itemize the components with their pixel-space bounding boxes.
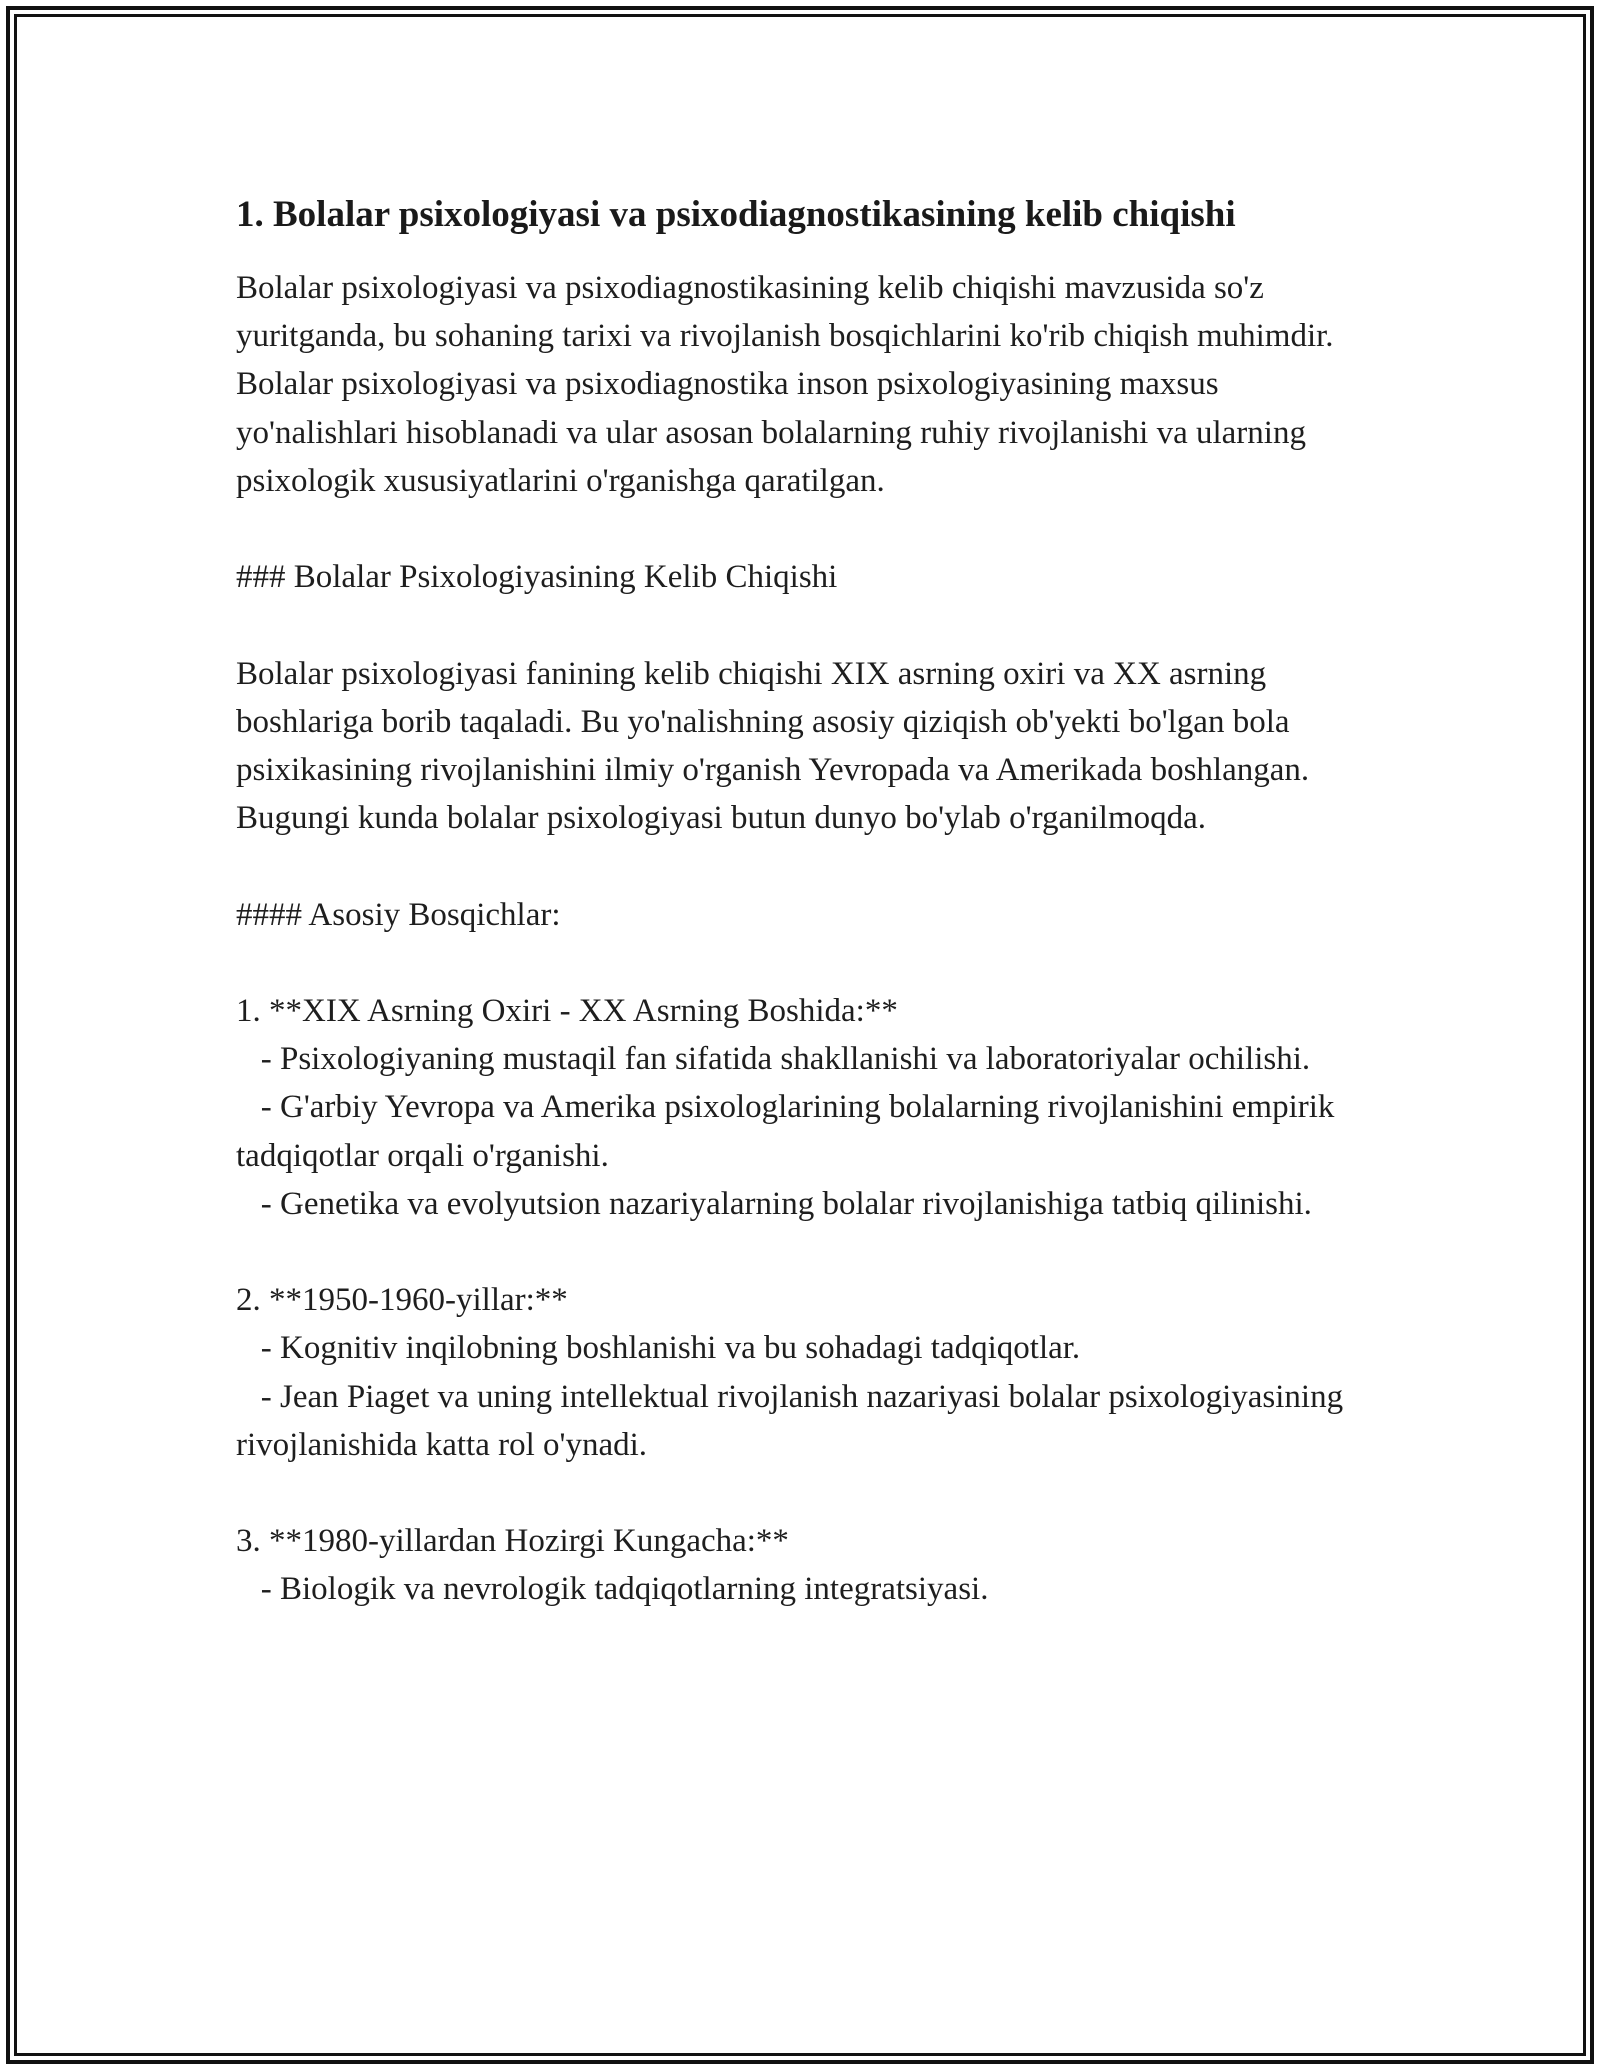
stage-2-title: 2. **1950-1960-yillar:** bbox=[236, 1282, 568, 1319]
stage-1-title: 1. **XIX Asrning Oxiri - XX Asrning Boshida:** bbox=[236, 992, 898, 1029]
stage-1-item: - Psixologiyaning mustaqil fan sifatida shakllanishi va laboratoriyalar ochilishi. bbox=[236, 1041, 1311, 1078]
stage-3-title: 3. **1980-yillardan Hozirgi Kungacha:** bbox=[236, 1523, 789, 1560]
stage-2-item: - Kognitiv inqilobning boshlanishi va bu sohadagi tadqiqotlar. bbox=[236, 1330, 1081, 1367]
spacer bbox=[236, 601, 1366, 649]
spacer bbox=[236, 1469, 1366, 1517]
stages-heading: #### Asosiy Bosqichlar: bbox=[236, 896, 561, 933]
spacer bbox=[236, 1228, 1366, 1276]
section-title: 1. Bolalar psixologiyasi va psixodiagnostikasining kelib chiqishi bbox=[236, 194, 1236, 235]
document-body bbox=[236, 188, 1366, 1614]
intro-paragraph: Bolalar psixologiyasi va psixodiagnostikasining kelib chiqishi mavzusida so'z yuritganda, bu sohaning tarixi va rivojlanish bosqichlarini ko'rib chiqish muhimdir. Bolalar psixologiyasi va psixodiagnostika inson psixologiyasining maxsus yo'nalishlari hisoblanadi va ular asosan bolalarning ruhiy rivojlanishi va ularning psixologik xususiyatlarini o'rganishga qaratilgan. bbox=[236, 270, 1342, 499]
stage-1-item: - Genetika va evolyutsion nazariyalarning bolalar rivojlanishiga tatbiq qilinishi. bbox=[236, 1185, 1312, 1222]
stage-1-item: - G'arbiy Yevropa va Amerika psixologlarining bolalarning rivojlanishini empirik tadqiqotlar orqali o'rganishi. bbox=[236, 1089, 1343, 1174]
subheading-origin: ### Bolalar Psixologiyasining Kelib Chiqishi bbox=[236, 559, 838, 596]
stage-2-item: - Jean Piaget va uning intellektual rivojlanish nazariyasi bolalar psixologiyasining rivojlanishida katta rol o'ynadi. bbox=[236, 1378, 1352, 1463]
origin-paragraph: Bolalar psixologiyasi fanining kelib chiqishi XIX asrning oxiri va XX asrning boshlariga borib taqaladi. Bu yo'nalishning asosiy qiziqish ob'yekti bo'lgan bola psixikasining rivojlanishini ilmiy o'rganish Yevropada va Amerikada boshlangan. Bugungi kunda bolalar psixologiyasi butun dunyo bo'ylab o'rganilmoqda. bbox=[236, 655, 1318, 837]
spacer bbox=[236, 939, 1366, 987]
spacer bbox=[236, 505, 1366, 553]
stage-3-item: - Biologik va nevrologik tadqiqotlarning integratsiyasi. bbox=[236, 1571, 989, 1608]
spacer bbox=[236, 842, 1366, 890]
